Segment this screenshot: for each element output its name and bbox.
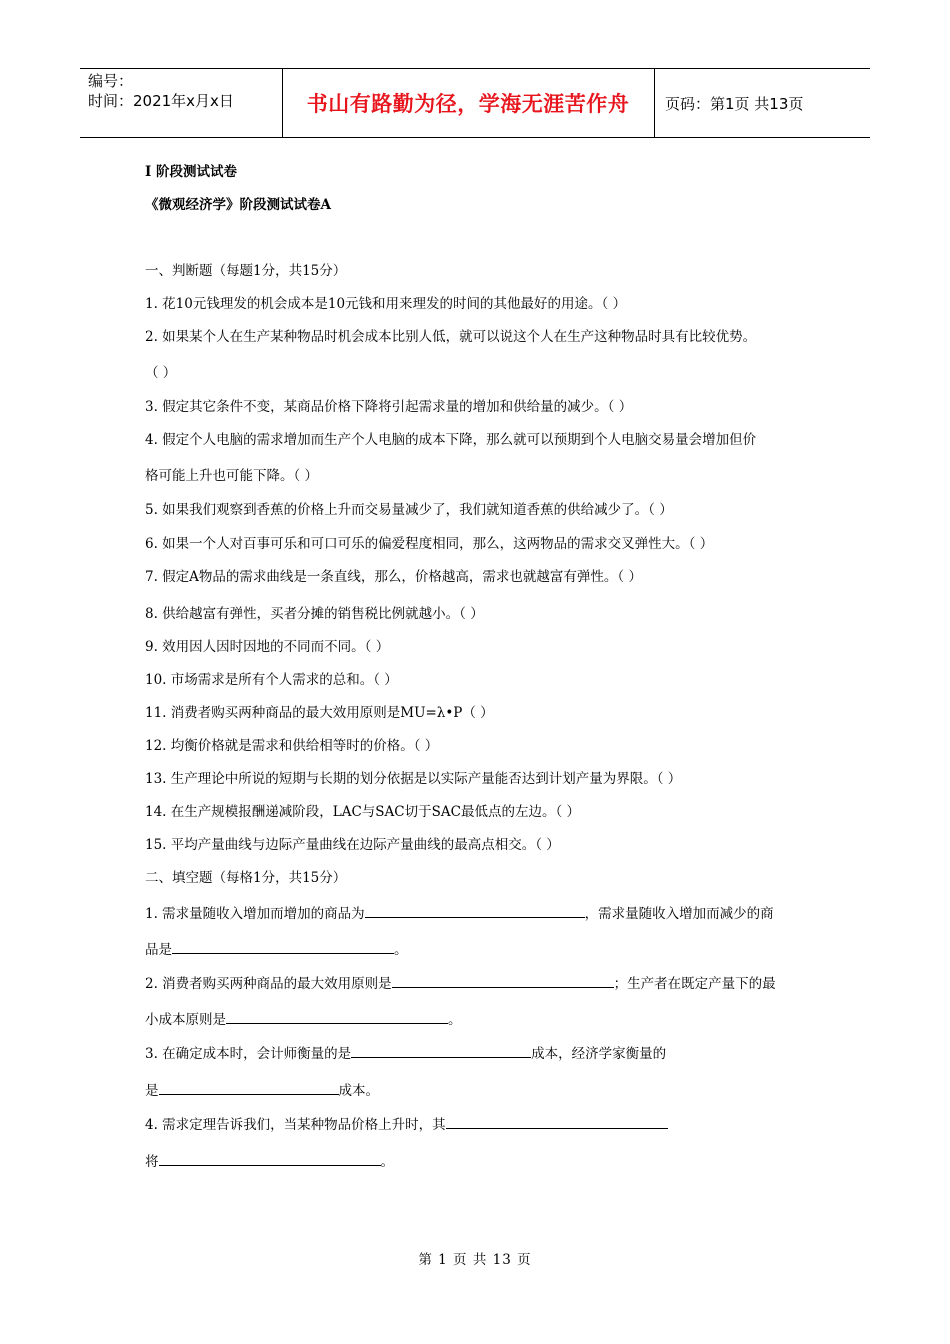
fill-question-4-cont xyxy=(145,1151,394,1171)
fill-text: ，需求量随收入增加而减少的商 xyxy=(584,906,774,922)
answer-blank[interactable] xyxy=(226,1009,448,1024)
question-10: 10. 市场需求是所有个人需求的总和。（ ） xyxy=(145,672,398,688)
answer-blank[interactable] xyxy=(446,1114,668,1129)
fill-text: 。 xyxy=(394,942,408,958)
question-8: 8. 供给越富有弹性，买者分摊的销售税比例就越小。（ ） xyxy=(145,606,484,622)
answer-blank[interactable] xyxy=(365,903,585,918)
exam-title: 《微观经济学》阶段测试试卷A xyxy=(145,197,331,213)
answer-blank[interactable] xyxy=(159,1151,381,1166)
fill-question-2-cont xyxy=(145,1009,462,1029)
answer-blank[interactable] xyxy=(351,1043,531,1058)
fill-question-2 xyxy=(145,973,776,993)
page-footer: 第 1 页 共 13 页 xyxy=(418,1252,532,1268)
fill-question-4 xyxy=(145,1114,668,1134)
header-motto: 书山有路勤为径，学海无涯苦作舟 xyxy=(306,92,630,116)
fill-question-1-cont xyxy=(145,939,408,959)
question-14: 14. 在生产规模报酬递减阶段，LAC与SAC切于SAC最低点的左边。（ ） xyxy=(145,804,580,820)
answer-blank[interactable] xyxy=(392,973,614,988)
question-13: 13. 生产理论中所说的短期与长期的划分依据是以实际产量能否达到计划产量为界限。（ ） xyxy=(145,771,682,787)
answer-blank[interactable] xyxy=(172,939,394,954)
fill-text: 成本。 xyxy=(338,1083,379,1099)
question-2-cont: （ ） xyxy=(145,365,177,381)
header-divider xyxy=(654,69,655,137)
header-page-info: 页码：第1页 共13页 xyxy=(665,94,804,113)
fill-text: 。 xyxy=(448,1012,462,1028)
fill-text: 。 xyxy=(380,1154,394,1170)
section-title: I 阶段测试试卷 xyxy=(145,164,238,180)
time-label: 时间：2021年x月x日 xyxy=(88,92,234,110)
fill-text: 1. 需求量随收入增加而增加的商品为 xyxy=(145,906,365,922)
part1-title: 一、判断题（每题1分，共15分） xyxy=(145,263,347,279)
question-11: 11. 消费者购买两种商品的最大效用原则是MU=λ•P（ ） xyxy=(145,705,494,721)
part2-title: 二、填空题（每格1分，共15分） xyxy=(145,870,347,886)
question-7: 7. 假定A物品的需求曲线是一条直线，那么，价格越高，需求也就越富有弹性。（ ） xyxy=(145,569,642,585)
fill-text: 4. 需求定理告诉我们，当某种物品价格上升时，其 xyxy=(145,1117,446,1133)
question-12: 12. 均衡价格就是需求和供给相等时的价格。（ ） xyxy=(145,738,439,754)
fill-text: 将 xyxy=(145,1154,159,1170)
question-9: 9. 效用因人因时因地的不同而不同。（ ） xyxy=(145,639,390,655)
fill-text: 品是 xyxy=(145,942,172,958)
question-4: 4. 假定个人电脑的需求增加而生产个人电脑的成本下降，那么就可以预期到个人电脑交易量会增加但价 xyxy=(145,432,757,448)
fill-text: 小成本原则是 xyxy=(145,1012,226,1028)
fill-text: ；生产者在既定产量下的最 xyxy=(613,976,776,992)
page-header xyxy=(80,68,870,138)
fill-question-3-cont xyxy=(145,1080,379,1100)
question-1: 1. 花10元钱理发的机会成本是10元钱和用来理发的时间的其他最好的用途。（ ） xyxy=(145,296,627,312)
fill-text: 3. 在确定成本时，会计师衡量的是 xyxy=(145,1046,352,1062)
question-6: 6. 如果一个人对百事可乐和可口可乐的偏爱程度相同，那么，这两物品的需求交叉弹性大。（ ） xyxy=(145,536,714,552)
question-15: 15. 平均产量曲线与边际产量曲线在边际产量曲线的最高点相交。（ ） xyxy=(145,837,560,853)
header-meta xyxy=(88,71,278,111)
fill-question-1 xyxy=(145,903,774,923)
question-2: 2. 如果某个人在生产某种物品时机会成本比别人低，就可以说这个人在生产这种物品时具有比较优势。 xyxy=(145,329,757,345)
question-5: 5. 如果我们观察到香蕉的价格上升而交易量减少了，我们就知道香蕉的供给减少了。（ ） xyxy=(145,502,673,518)
question-4-cont: 格可能上升也可能下降。（ ） xyxy=(145,468,319,484)
fill-text: 2. 消费者购买两种商品的最大效用原则是 xyxy=(145,976,392,992)
fill-text: 是 xyxy=(145,1083,159,1099)
fill-text: 成本，经济学家衡量的 xyxy=(531,1046,667,1062)
fill-question-3 xyxy=(145,1043,666,1063)
serial-label: 编号： xyxy=(88,72,134,90)
answer-blank[interactable] xyxy=(159,1080,339,1095)
question-3: 3. 假定其它条件不变，某商品价格下降将引起需求量的增加和供给量的减少。（ ） xyxy=(145,399,633,415)
